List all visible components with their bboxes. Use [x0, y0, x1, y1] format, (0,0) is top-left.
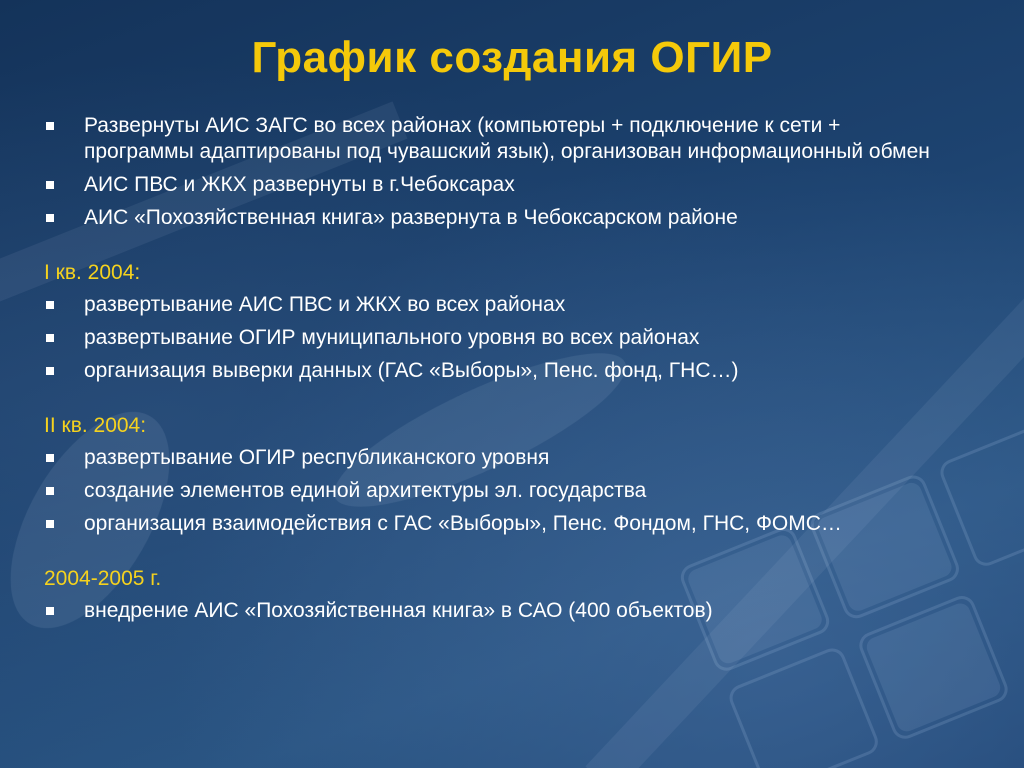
list-item-text: создание элементов единой архитектуры эл. государства	[84, 479, 647, 502]
bullet-list	[44, 292, 944, 384]
list-item	[44, 511, 944, 537]
list-item	[44, 325, 944, 351]
list-item-text: развертывание ОГИР республиканского уровня	[84, 446, 550, 469]
square-bullet-icon	[46, 487, 54, 495]
square-bullet-icon	[46, 122, 54, 130]
square-bullet-icon	[46, 301, 54, 309]
list-item	[44, 172, 944, 198]
list-item-text: АИС ПВС и ЖКХ развернуты в г.Чебоксарах	[84, 173, 515, 196]
bullet-list	[44, 598, 944, 624]
slide-title: График создания ОГИР	[251, 33, 773, 82]
list-item-text: внедрение АИС «Похозяйственная книга» в САО (400 объектов)	[84, 599, 713, 622]
bullet-list	[44, 445, 944, 537]
square-bullet-icon	[46, 607, 54, 615]
section-q1-2004	[44, 260, 944, 384]
section-heading: II кв. 2004:	[44, 414, 147, 437]
slide-content	[44, 113, 944, 631]
list-item	[44, 598, 944, 624]
list-item-text: АИС «Похозяйственная книга» развернута в Чебоксарском районе	[84, 206, 738, 229]
square-bullet-icon	[46, 334, 54, 342]
list-item-text: организация выверки данных (ГАС «Выборы», Пенс. фонд, ГНС…)	[84, 359, 739, 382]
bullet-list	[44, 113, 944, 231]
list-item-text: Развернуты АИС ЗАГС во всех районах (компьютеры + подключение к сети + программы адаптированы под чувашский язык), организован информационный обмен	[84, 114, 930, 163]
section-2004-2005	[44, 566, 944, 624]
square-bullet-icon	[46, 454, 54, 462]
list-item-text: развертывание АИС ПВС и ЖКХ во всех районах	[84, 293, 566, 316]
list-item-text: организация взаимодействия с ГАС «Выборы», Пенс. Фондом, ГНС, ФОМС…	[84, 512, 842, 535]
list-item	[44, 292, 944, 318]
list-item	[44, 358, 944, 384]
section-heading: I кв. 2004:	[44, 261, 141, 284]
list-item	[44, 113, 944, 165]
list-item	[44, 445, 944, 471]
section-heading: 2004-2005 г.	[44, 567, 162, 590]
square-bullet-icon	[46, 367, 54, 375]
list-item-text: развертывание ОГИР муниципального уровня во всех районах	[84, 326, 700, 349]
section-intro	[44, 113, 944, 231]
list-item	[44, 205, 944, 231]
section-q2-2004	[44, 413, 944, 537]
square-bullet-icon	[46, 214, 54, 222]
square-bullet-icon	[46, 181, 54, 189]
list-item	[44, 478, 944, 504]
square-bullet-icon	[46, 520, 54, 528]
